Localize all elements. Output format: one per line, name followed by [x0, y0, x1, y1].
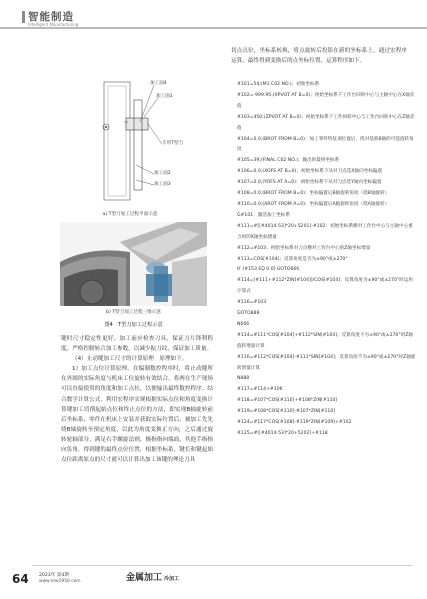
- program-line: N888: [237, 376, 250, 382]
- journal-url: www.mw1950.com: [39, 579, 81, 584]
- program-line: #124=#117*COS[#108]-#119*ZIN[#109]+#102: [237, 420, 352, 426]
- program-line: #104=0.0;(BROT FROM B=0)；加工零件特征项位置后，绕对基准B轴的可能旋转角度: [237, 136, 414, 153]
- label-face1: 加工面1: [156, 94, 173, 99]
- program-line: #113=COS[#104]；反算角度是否为±90°或±270°: [237, 256, 348, 262]
- header-rule: [0, 27, 427, 29]
- program-line: #105=39;(FINAL C02 NO.)；输出的最终坐标系: [237, 158, 340, 164]
- caption-a: a) T型刀加工过程平面示意: [102, 212, 158, 217]
- program-line: #118=#107*COS[#110]+#108*ZIN[#110]: [237, 398, 338, 404]
- right-intro: [231, 46, 407, 66]
- program-line: #116=#103: [237, 300, 267, 306]
- program-line: #108=0.0;(BROT FROM B=0)；坐标偏置后B轴旋转角度（绕B轴旋转）: [237, 191, 390, 197]
- page-header: [0, 0, 427, 42]
- program-line: #117=#114+#106: [237, 387, 283, 393]
- macro-program: [237, 80, 417, 440]
- plan-diagram: [84, 62, 192, 202]
- program-line: #114=[#111+#112*ZIN[#104]]/COS[#104]；反算角度为±90°或±270°时运用计算式: [237, 278, 413, 295]
- figure-caption: 图4 T型刀加工过程示意: [104, 322, 163, 328]
- render-3d: [60, 222, 207, 306]
- footer-rule: [32, 565, 412, 566]
- paragraph: 1）加工点位计算原理。在编制数控程序时，将止动键所在外圆的实际角度与机床工位旋转有效结合。将两在生产现场可以直接使用的角度和加工点位，以便输出最终数控程序。结合数学计算公式，利用宏程序实现根据实际点位和角度变换计算键加工切削起始点位和终止点位的方法，即实现B轴旋转前后坐标系，零件在机床上安装并获取实际位置后，被加工先先绕B轴旋转至预定角度，以此为角度变换正方向，之后通过旋转轮轴部分，满足右手螺旋法则，极指指向端面，其他手指指向负角，得到键的最终点位位置，根据坐标系，键长和键起始点位距离原点的尺寸就可以计算出加工该键的理论刀具: [61, 366, 213, 464]
- figure-a: [84, 62, 192, 202]
- program-line: N666: [237, 321, 250, 327]
- program-line: #103=450;(ZPVOT AT B=0)；初始坐标系下工件回转中心与工作台回转中心在Z轴差值: [237, 114, 415, 131]
- caption-b: b) T型刀加工过程三维示意: [106, 310, 161, 315]
- figure-b: [60, 222, 207, 306]
- paragraph: （4）止动键加工尺寸的计算原理 原理如下。: [72, 356, 188, 363]
- issue-label: 2023年 第4期: [39, 573, 69, 578]
- label-face3: 加工面3: [154, 182, 171, 187]
- paragraph: 切点点位，坐标系转换，将点旋转后投影在新的坐标系上，通过宏程序运算，最终得到变换后的点坐标位置，运算程序如下。: [231, 48, 407, 65]
- program-line: #101=54;(M1 C02 NO.)；初始坐标系: [237, 82, 320, 87]
- section-title: 智能制造: [28, 11, 74, 23]
- page-footer: [0, 565, 427, 599]
- program-line: IF [#153 EQ 0.0] GOTO666: [237, 267, 300, 273]
- program-line: G#101；激活加工坐标系: [237, 212, 290, 218]
- program-line: #102=-999.95;(XPVOT AT B=0)；初始坐标系下工作台回转中心与主轴中心在X轴差值: [237, 92, 415, 109]
- page-number: 64: [12, 572, 29, 586]
- program-line: #107=0.0;(YOFS AT A=0)；初始坐标系下从对刀点选Y轴向坐标偏置: [237, 180, 382, 186]
- paragraph: 键时尺寸稳定性更好、加工前应检查刀具，保证刀片锋利程度，严格控制转合加工参数，以减少振刀纹，保证加工质量。: [61, 336, 213, 353]
- brand-sub: 冷加工: [164, 576, 180, 582]
- program-line: #125=#[[#4014-53]*20+5202]+#118: [237, 431, 328, 436]
- label-tool: 专用T型刀: [162, 141, 184, 146]
- program-line: #106=0.0;(XOFS AT B=0)；初始坐标系下从对刀点选X轴向坐标偏置: [237, 169, 383, 175]
- program-line: #112=#103；初始坐标系对刀点横对工作台中心的Z轴坐标增量: [237, 245, 371, 251]
- header-accent-bar: [22, 11, 25, 23]
- program-line: #114=#111*COS[#104]+#112*SIN[#104]；反算角度不为±90°或±270°时Z轴旋转增量计算: [237, 332, 413, 349]
- program-line: #116=#112*COS[#104]-#111*SIN[#104]；反算角度不为±90°或±270°时Z轴旋转增量计算: [237, 354, 416, 371]
- program-line: #111=#[[#4014-53]*20+5201]-#102；初始坐标系横对工作台中心与主轴中心重合时的X轴坐标增量: [237, 223, 413, 240]
- label-face4: 加工面4: [150, 81, 167, 86]
- journal-brand: [126, 570, 179, 583]
- brand-name: 金属加工: [126, 573, 163, 583]
- left-column: [61, 334, 213, 465]
- program-line: #110=0.0;(AROT FROM A=0)；坐标偏置后A轴旋转角度（绕A轴旋转）: [237, 201, 390, 207]
- program-line: #119=#108*COS[#110]-#107*ZIN[#110]: [237, 409, 336, 415]
- program-line: GOTO888: [237, 311, 260, 317]
- label-face2: 加工面2: [154, 171, 171, 176]
- section-subtitle: Intelligent Manufacturing: [28, 22, 79, 27]
